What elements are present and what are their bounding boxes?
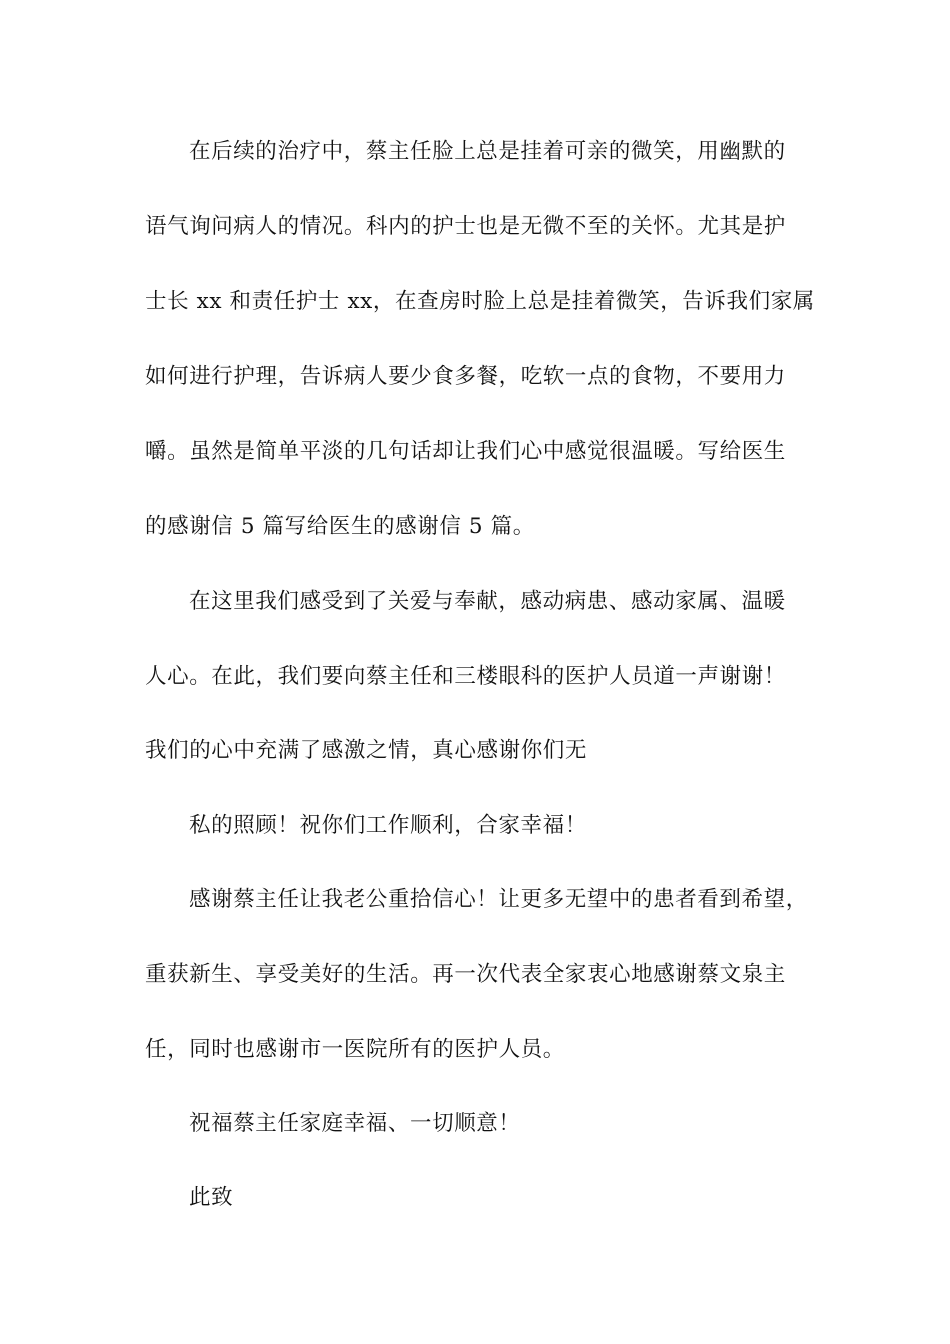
paragraph-1-line-5: 嚼。虽然是简单平淡的几句话却让我们心中感觉很温暖。写给医生 [145,439,786,464]
paragraph-3-line-1: 私的照顾！祝你们工作顺利，合家幸福！ [189,813,587,838]
paragraph-1-line-3: 士长 xx 和责任护士 xx，在查房时脸上总是挂着微笑，告诉我们家属 [145,289,815,314]
paragraph-4-line-2: 重获新生、享受美好的生活。再一次代表全家衷心地感谢蔡文泉主 [145,962,786,987]
paragraph-2-line-2: 人心。在此，我们要向蔡主任和三楼眼科的医护人员道一声谢谢！ [145,664,786,689]
paragraph-1-line-1: 在后续的治疗中，蔡主任脸上总是挂着可亲的微笑，用幽默的 [189,139,786,164]
paragraph-5-line-1: 祝福蔡主任家庭幸福、一切顺意！ [189,1111,521,1136]
paragraph-4-line-3: 任，同时也感谢市一医院所有的医护人员。 [145,1037,565,1062]
paragraph-1-line-4: 如何进行护理，告诉病人要少食多餐，吃软一点的食物，不要用力 [145,364,786,389]
closing-line: 此致 [189,1185,234,1210]
paragraph-2-line-1: 在这里我们感受到了关爱与奉献，感动病患、感动家属、温暖 [189,589,786,614]
paragraph-4-line-1: 感谢蔡主任让我老公重拾信心！让更多无望中的患者看到希望， [189,887,808,912]
paragraph-1-line-6: 的感谢信 5 篇写给医生的感谢信 5 篇。 [145,514,535,539]
paragraph-2-line-3: 我们的心中充满了感激之情，真心感谢你们无 [145,738,588,763]
paragraph-1-line-2: 语气询问病人的情况。科内的护士也是无微不至的关怀。尤其是护 [145,214,786,239]
